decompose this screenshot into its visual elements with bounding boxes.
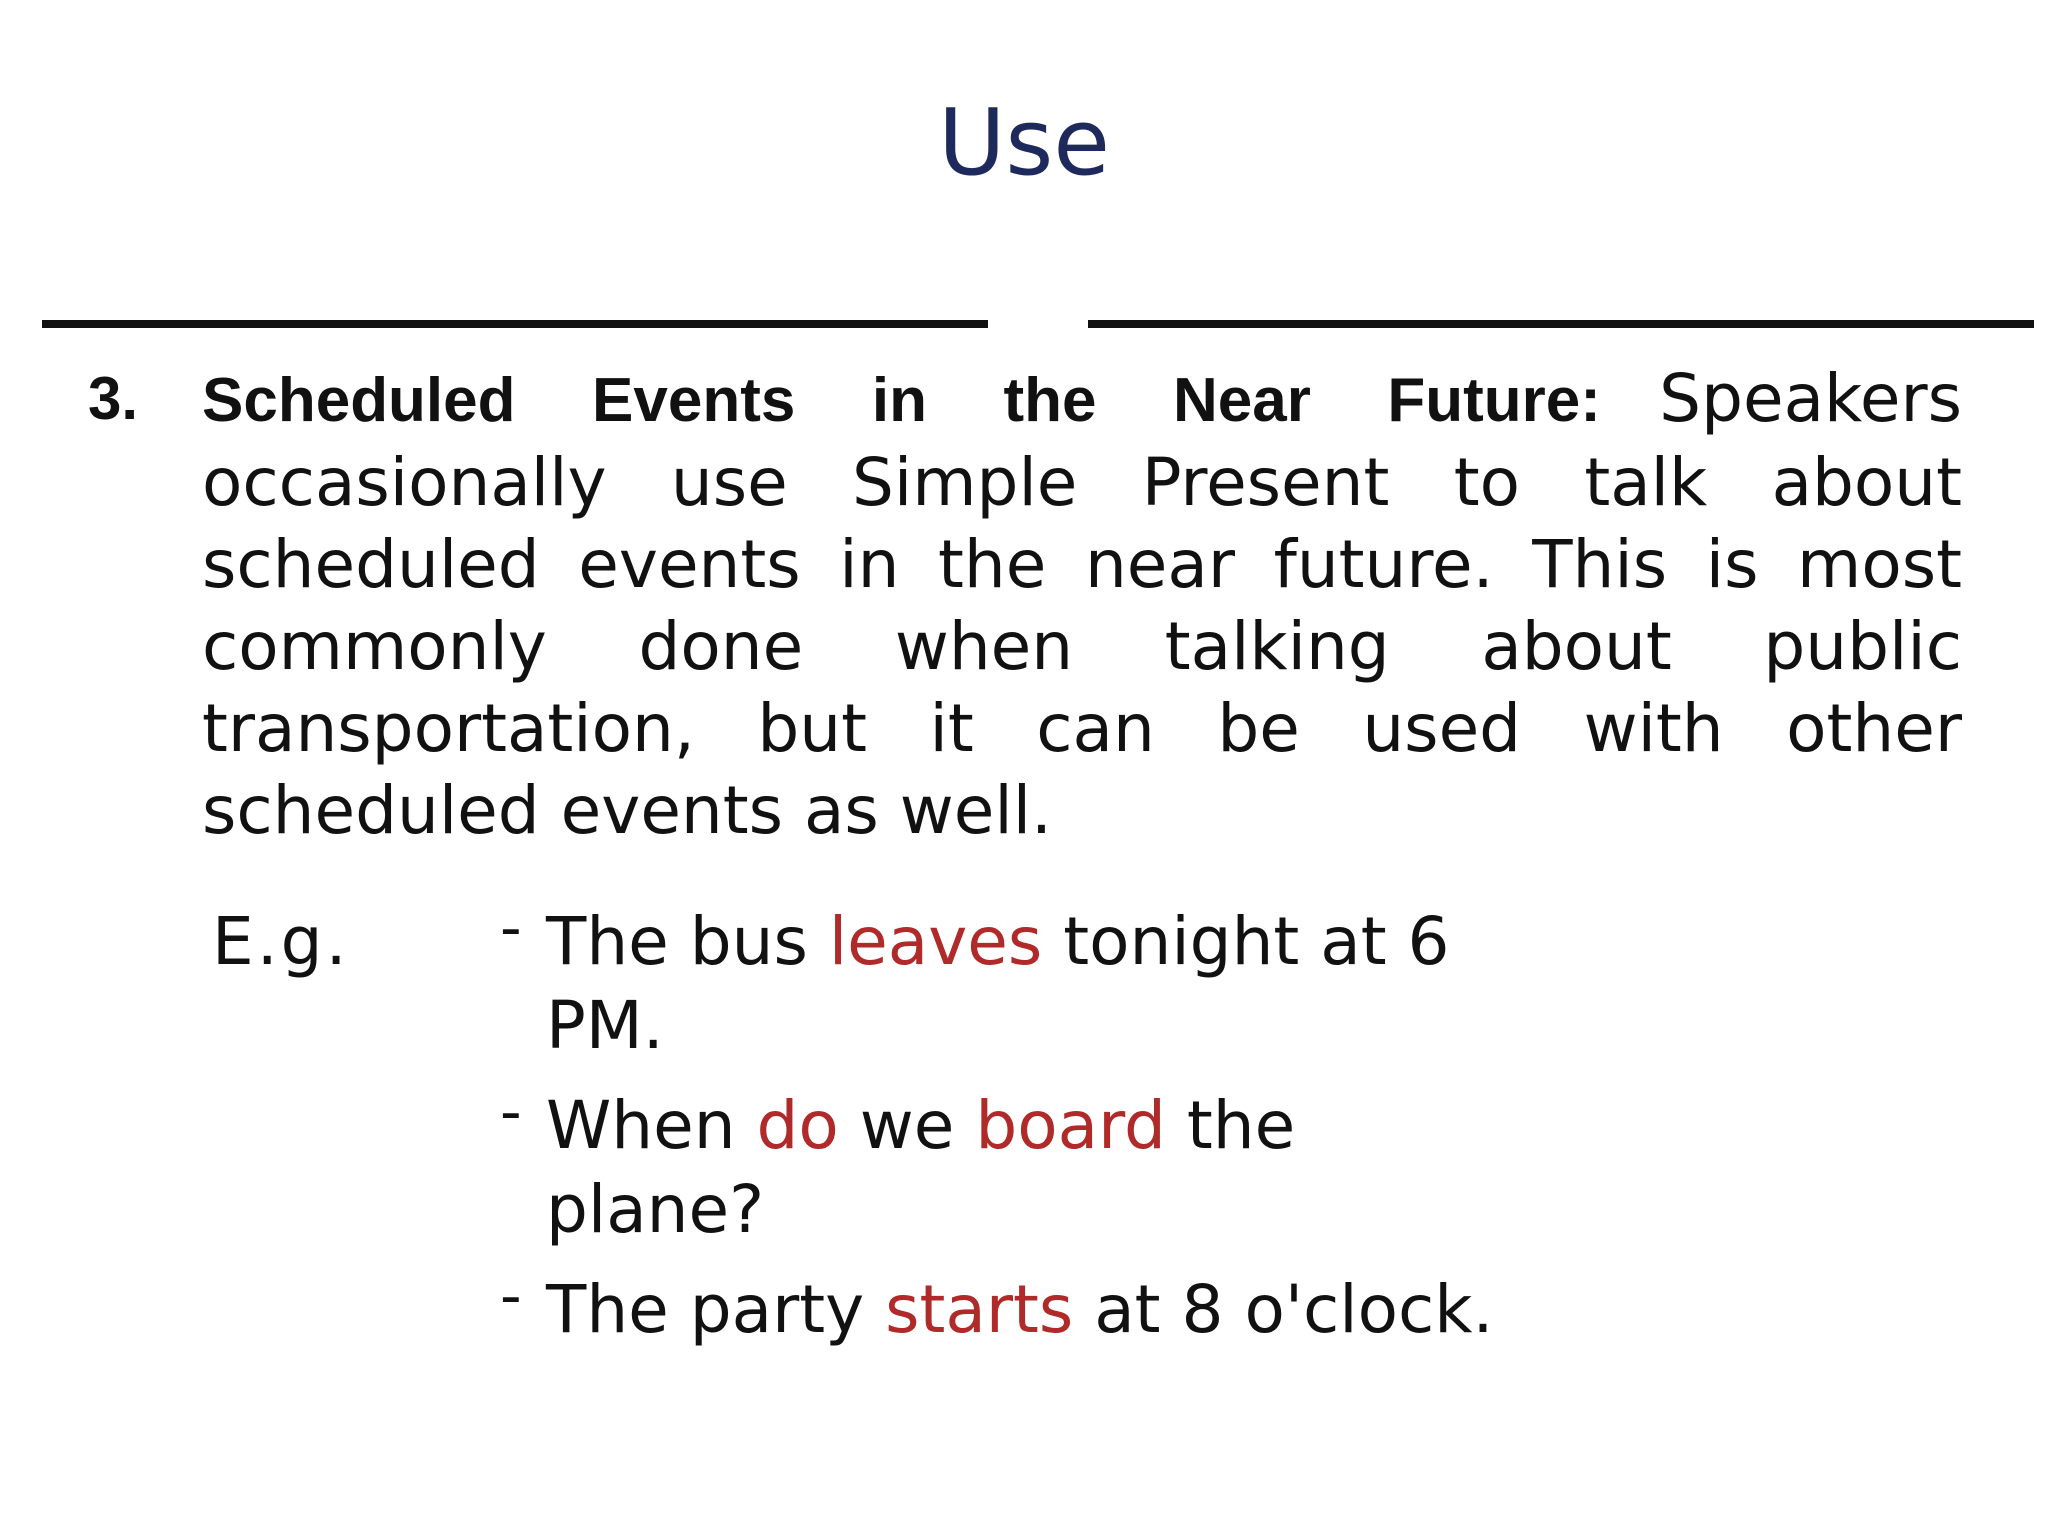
example-text-part: we <box>838 1087 976 1164</box>
list-item-text <box>202 358 1962 852</box>
example-item <box>500 893 1500 1068</box>
example-text-part: at 8 o'clock. <box>1073 1271 1494 1348</box>
list-number: 3. <box>88 365 139 432</box>
item-body: Speakers occasionally use Simple Present to talk about scheduled events in the near future. This is most commonly done when talking about public transportation, but it can be used with other scheduled events as well. <box>202 360 1963 849</box>
example-text-part: When <box>546 1087 757 1164</box>
dash-bullet: - <box>500 1261 522 1331</box>
item-heading: Scheduled Events in the Near Future: <box>202 366 1601 435</box>
divider-right <box>1088 320 2034 328</box>
example-text-part: The party <box>546 1271 886 1348</box>
example-text <box>546 900 1466 1068</box>
example-text-part: The bus <box>546 903 829 980</box>
example-item <box>500 1261 1500 1352</box>
example-text-part: tonight at 6 PM. <box>546 903 1450 1064</box>
dash-bullet: - <box>500 1077 522 1147</box>
dash-bullet: - <box>500 893 522 963</box>
example-item <box>500 1077 1500 1252</box>
slide-title: Use <box>938 89 1110 196</box>
highlighted-verb: board <box>975 1087 1166 1164</box>
example-text-part: the plane? <box>546 1087 1296 1248</box>
examples-label: E.g. <box>212 903 350 980</box>
example-text <box>546 1084 1366 1252</box>
example-text <box>546 1268 1506 1352</box>
highlighted-verb: do <box>756 1087 839 1164</box>
divider-left <box>42 320 988 328</box>
highlighted-verb: leaves <box>828 903 1043 980</box>
highlighted-verb: starts <box>885 1271 1074 1348</box>
